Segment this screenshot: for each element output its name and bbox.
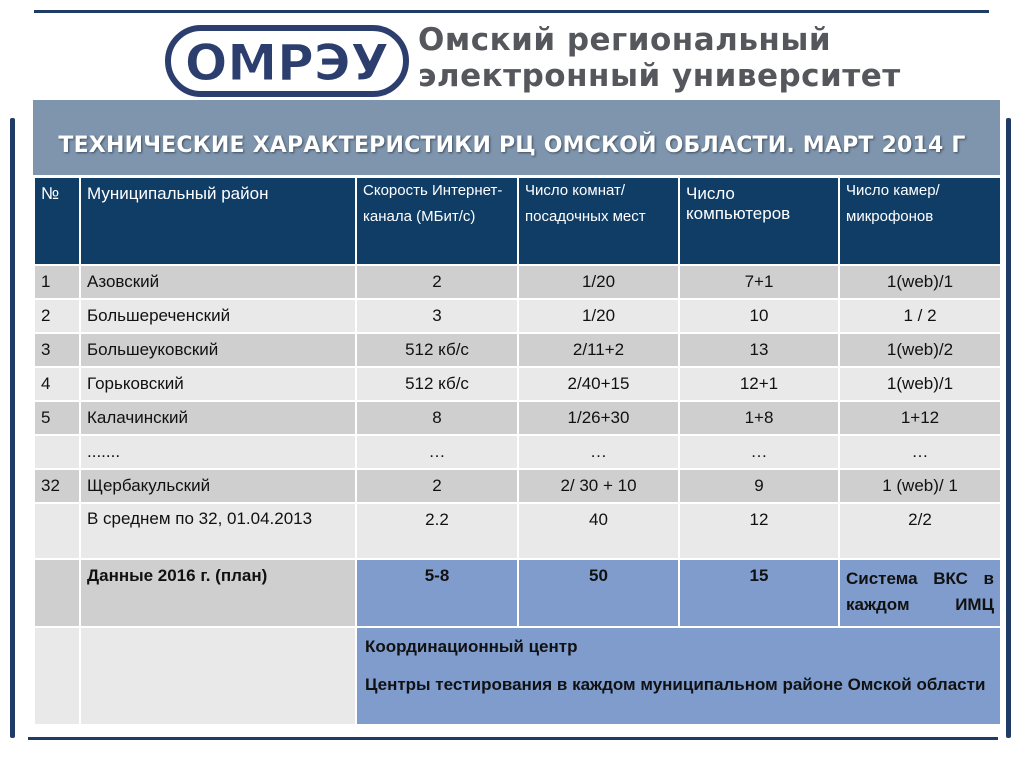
header-rooms: Число комнат/посадочных мест xyxy=(518,177,679,265)
omreu-logo xyxy=(164,22,414,102)
cell-number: 5 xyxy=(34,401,80,435)
cell-number xyxy=(34,435,80,469)
cell-computers: 12 xyxy=(679,503,839,559)
header-number: № xyxy=(34,177,80,265)
cell-cameras: 1(web)/1 xyxy=(839,367,1001,401)
university-name-line2: электронный университет xyxy=(418,58,901,94)
table-row-notes xyxy=(34,627,1001,725)
page-title: ТЕХНИЧЕСКИЕ ХАРАКТЕРИСТИКИ РЦ ОМСКОЙ ОБЛАСТИ. МАРТ 2014 Г xyxy=(58,133,966,158)
note-testing-centers: Центры тестирования в каждом муниципальном районе Омской области xyxy=(365,675,986,694)
cell-district: Горьковский xyxy=(80,367,356,401)
cell-rooms: 1/20 xyxy=(518,265,679,299)
cell-computers: … xyxy=(679,435,839,469)
table-row xyxy=(34,469,1001,503)
cell-number: 32 xyxy=(34,469,80,503)
cell-computers: 10 xyxy=(679,299,839,333)
cell-plan-rooms: 50 xyxy=(518,559,679,627)
cell-cameras: 1+12 xyxy=(839,401,1001,435)
cell-speed: 2.2 xyxy=(356,503,518,559)
cell-number: 3 xyxy=(34,333,80,367)
bottom-border-line xyxy=(28,737,998,740)
cell-cameras: 1 / 2 xyxy=(839,299,1001,333)
cell-computers: 13 xyxy=(679,333,839,367)
table-row xyxy=(34,435,1001,469)
cell-speed: 2 xyxy=(356,265,518,299)
cell-speed: 512 кб/с xyxy=(356,367,518,401)
cell-speed: 512 кб/с xyxy=(356,333,518,367)
cell-number xyxy=(34,559,80,627)
table-row xyxy=(34,333,1001,367)
cell-cameras: 1(web)/1 xyxy=(839,265,1001,299)
left-border-bar xyxy=(10,118,15,738)
cell-speed: 2 xyxy=(356,469,518,503)
cell-number: 4 xyxy=(34,367,80,401)
note-coordination-center: Координационный центр xyxy=(365,637,578,656)
table-row xyxy=(34,367,1001,401)
notes-cell xyxy=(356,627,1001,725)
university-name xyxy=(418,22,901,94)
cell-district: Большереченский xyxy=(80,299,356,333)
cell-plan-computers: 15 xyxy=(679,559,839,627)
cell-speed: 3 xyxy=(356,299,518,333)
cell-number xyxy=(34,503,80,559)
cell-computers: 9 xyxy=(679,469,839,503)
header-cameras: Число камер/ микрофонов xyxy=(839,177,1001,265)
cell-rooms: … xyxy=(518,435,679,469)
table-row-average xyxy=(34,503,1001,559)
cell-computers: 12+1 xyxy=(679,367,839,401)
table-row xyxy=(34,265,1001,299)
cell-cameras: 1(web)/2 xyxy=(839,333,1001,367)
cell-speed: … xyxy=(356,435,518,469)
top-border-line xyxy=(34,10,989,13)
cell-plan-cameras: Система ВКС в каждом ИМЦ xyxy=(839,559,1001,627)
cell-rooms: 1/26+30 xyxy=(518,401,679,435)
table-row xyxy=(34,401,1001,435)
cell-rooms: 40 xyxy=(518,503,679,559)
cell-district: Щербакульский xyxy=(80,469,356,503)
cell-cameras: 1 (web)/ 1 xyxy=(839,469,1001,503)
cell-rooms: 2/ 30 + 10 xyxy=(518,469,679,503)
cell-empty xyxy=(80,627,356,725)
cell-cameras: 2/2 xyxy=(839,503,1001,559)
cell-plan-speed: 5-8 xyxy=(356,559,518,627)
svg-text:ОМРЭУ: ОМРЭУ xyxy=(184,34,390,92)
cell-cameras: … xyxy=(839,435,1001,469)
header-computers: Число компьютеров xyxy=(679,177,839,265)
header-speed: Скорость Интернет-канала (МБит/с) xyxy=(356,177,518,265)
cell-district: В среднем по 32, 01.04.2013 xyxy=(80,503,356,559)
cell-speed: 8 xyxy=(356,401,518,435)
cell-number: 1 xyxy=(34,265,80,299)
cell-computers: 1+8 xyxy=(679,401,839,435)
cell-rooms: 2/40+15 xyxy=(518,367,679,401)
table-header-row xyxy=(34,177,1001,265)
table-row xyxy=(34,299,1001,333)
cell-rooms: 1/20 xyxy=(518,299,679,333)
cell-plan-label: Данные 2016 г. (план) xyxy=(80,559,356,627)
right-border-bar xyxy=(1006,118,1011,738)
cell-district: ....... xyxy=(80,435,356,469)
cell-computers: 7+1 xyxy=(679,265,839,299)
cell-district: Азовский xyxy=(80,265,356,299)
cell-rooms: 2/11+2 xyxy=(518,333,679,367)
table-row-plan xyxy=(34,559,1001,627)
cell-district: Калачинский xyxy=(80,401,356,435)
header-district: Муниципальный район xyxy=(80,177,356,265)
university-name-line1: Омский региональный xyxy=(418,22,832,58)
cell-number: 2 xyxy=(34,299,80,333)
cell-district: Большеуковский xyxy=(80,333,356,367)
cell-empty xyxy=(34,627,80,725)
characteristics-table xyxy=(33,176,1002,726)
